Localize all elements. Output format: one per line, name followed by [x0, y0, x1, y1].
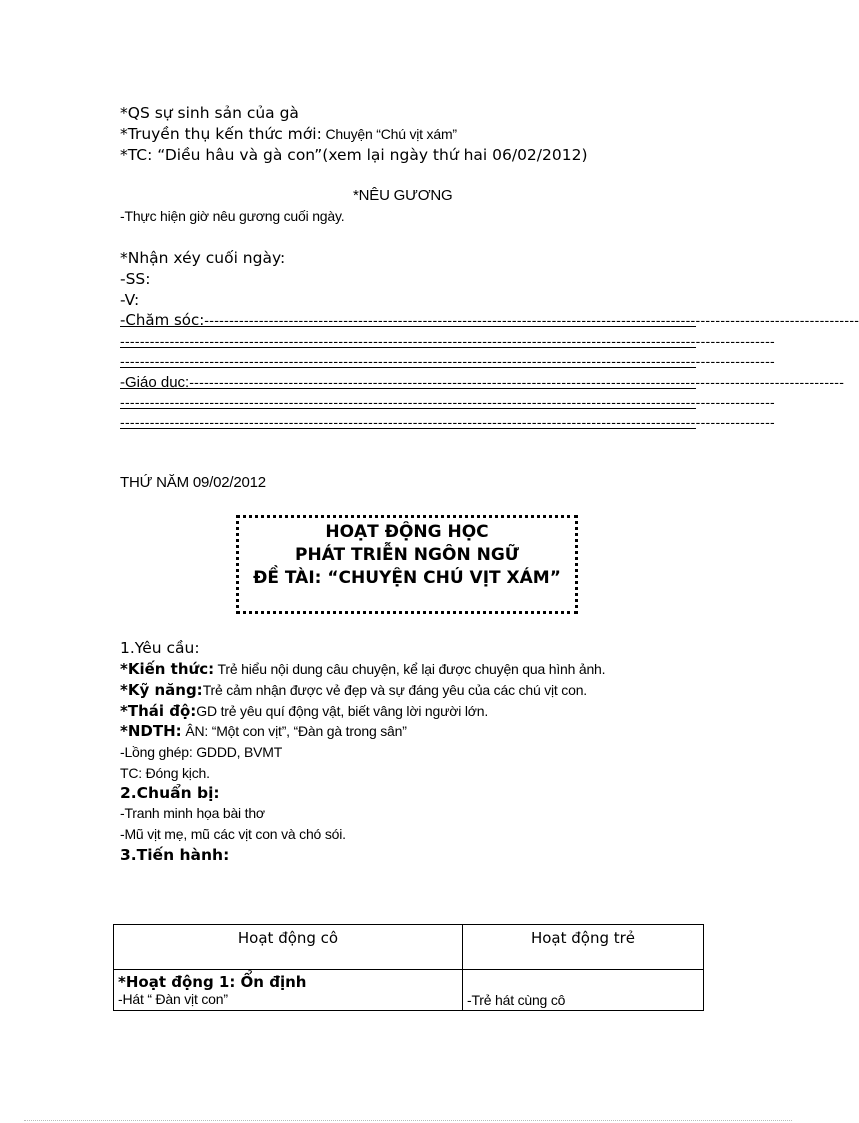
cham-soc-blank-2 — [120, 351, 775, 371]
neu-guong-title: *NÊU GƯƠNG — [353, 187, 453, 204]
section-3-title: 3.Tiến hành: — [120, 846, 230, 864]
cham-soc-blank-1 — [120, 331, 775, 351]
giao-duc-blank-2 — [120, 412, 775, 432]
lesson-title-box — [236, 515, 578, 614]
table-row-1-col-2 — [463, 970, 704, 1011]
lesson-title-line-2: PHÁT TRIỄN NGÔN NGỮ — [295, 545, 519, 565]
table-row — [114, 970, 704, 1011]
tc-line: TC: Đóng kịch. — [120, 765, 210, 781]
table-row-1-col-1 — [114, 970, 463, 1011]
ky-nang-line — [120, 680, 587, 700]
nhan-xet-v: -V: — [120, 291, 140, 309]
nhan-xet-ss: -SS: — [120, 270, 151, 288]
activity-1-title: *Hoạt động 1: Ổn định — [118, 973, 307, 991]
kien-thuc-line — [120, 659, 605, 679]
long-ghep-line: -Lồng ghép: GDDD, BVMT — [120, 744, 283, 760]
kien-thuc-label: *Kiến thức: — [120, 660, 215, 678]
table-header-row — [114, 925, 704, 970]
section-2-title: 2.Chuẩn bị: — [120, 784, 220, 802]
lesson-title-line-1: HOẠT ĐỘNG HỌC — [325, 522, 489, 542]
thai-do-label: *Thái độ: — [120, 702, 197, 720]
lesson-title-line-3: ĐỀ TÀI: “CHUYỆN CHÚ VỊT XÁM” — [253, 568, 561, 588]
intro-line-1: *QS sự sinh sản của gà — [120, 104, 299, 122]
chuan-bi-item-2: -Mũ vịt mẹ, mũ các vịt con và chó sói. — [120, 826, 346, 842]
kien-thuc-text: Trẻ hiểu nội dung câu chuyện, kể lại được chuyện qua hình ảnh. — [214, 661, 606, 677]
giao-duc-blank-1 — [120, 392, 775, 412]
dash-fill: ------------------------------------------------------------------------------------------------------------------------------------ — [120, 394, 775, 410]
ndth-line — [120, 721, 407, 741]
spacer — [467, 970, 699, 992]
dash-fill: ------------------------------------------------------------------------------------------------------------------------------------ — [204, 312, 859, 328]
activity-1-text: -Hát “ Đàn vịt con” — [118, 991, 228, 1007]
dash-fill: ------------------------------------------------------------------------------------------------------------------------------------ — [120, 414, 775, 430]
giao-duc-label: -Giáo dục: — [120, 374, 190, 391]
page-bottom-rule — [24, 1120, 792, 1121]
ndth-label: *NDTH: — [120, 722, 182, 740]
date-heading: THỨ NĂM 09/02/2012 — [120, 474, 266, 491]
table-header-col-1: Hoạt động cô — [114, 925, 463, 970]
ndth-text: ÂN: “Một con vịt”, “Đàn gà trong sân” — [181, 723, 407, 739]
table-header-col-2: Hoạt động trẻ — [463, 925, 704, 970]
child-activity-1-text: -Trẻ hát cùng cô — [467, 992, 566, 1008]
chuan-bi-item-1: -Tranh minh họa bài thơ — [120, 805, 265, 821]
thai-do-text: GD trẻ yêu quí động vật, biết vâng lời người lớn. — [196, 703, 489, 719]
activity-table — [113, 924, 704, 1011]
intro-line-2-text: Chuyện “Chú vịt xám” — [321, 126, 457, 142]
ky-nang-text: Trẻ cảm nhận được vẻ đẹp và sự đáng yêu của các chú vịt con. — [202, 682, 587, 698]
nhan-xet-title: *Nhận xéy cuối ngày: — [120, 249, 286, 267]
dash-fill: ------------------------------------------------------------------------------------------------------------------------------------ — [120, 333, 775, 349]
ky-nang-label: *Kỹ năng: — [120, 681, 203, 699]
giao-duc-line — [120, 372, 845, 392]
dash-fill: ------------------------------------------------------------------------------------------------------------------------------------ — [189, 374, 845, 390]
dash-fill: ------------------------------------------------------------------------------------------------------------------------------------ — [120, 353, 775, 369]
cham-soc-line — [120, 310, 859, 330]
cham-soc-label: -Chăm sóc: — [120, 311, 205, 329]
intro-line-2 — [120, 124, 457, 144]
intro-line-3: *TC: “Diều hâu và gà con”(xem lại ngày thứ hai 06/02/2012) — [120, 146, 588, 164]
neu-guong-text: -Thực hiện giờ nêu gương cuối ngày. — [120, 208, 345, 224]
section-1-title: 1.Yêu cầu: — [120, 639, 200, 657]
intro-line-2-label: *Truyền thụ kến thức mới: — [120, 125, 322, 143]
thai-do-line — [120, 701, 488, 721]
